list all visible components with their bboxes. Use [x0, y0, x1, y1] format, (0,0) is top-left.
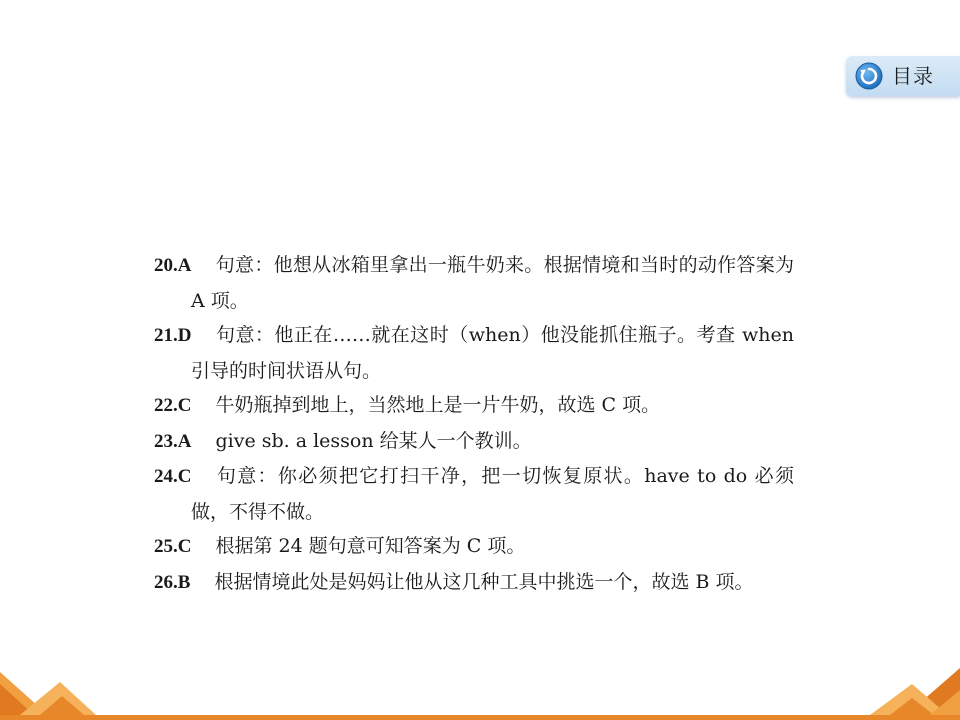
answer-list [154, 248, 794, 600]
refresh-icon [855, 62, 883, 90]
answer-explanation: 牛奶瓶掉到地上，当然地上是一片牛奶，故选 C 项。 [215, 394, 661, 416]
answer-letter: C [177, 536, 192, 557]
answer-letter: A [177, 255, 192, 276]
answer-letter: D [177, 325, 192, 346]
answer-explanation: 根据第 24 题句意可知答案为 C 项。 [215, 535, 526, 557]
answer-explanation: 句意：你必须把它打扫干净，把一切恢复原状。have to do 必须做，不得不做。 [191, 465, 794, 523]
answer-item [154, 459, 794, 529]
answer-number: 25. [154, 536, 178, 557]
answer-letter: B [177, 571, 191, 593]
decorative-footer [0, 660, 960, 720]
answer-item [154, 388, 794, 424]
answer-number: 21. [154, 325, 178, 346]
answer-item [154, 529, 794, 565]
answer-letter: C [177, 466, 192, 487]
answer-number: 24. [154, 466, 178, 487]
toc-label: 目录 [892, 64, 934, 88]
answer-letter: C [177, 395, 192, 416]
answer-number: 22. [154, 395, 178, 416]
answer-number: 26. [154, 571, 178, 593]
answer-explanation: give sb. a lesson 给某人一个教训。 [215, 429, 532, 452]
answer-number: 20. [154, 255, 178, 276]
answer-letter: A [177, 430, 192, 452]
answer-number: 23. [154, 430, 178, 452]
answer-explanation: 根据情境此处是妈妈让他从这几种工具中挑选一个，故选 B 项。 [214, 570, 754, 593]
answer-item [154, 565, 794, 601]
answer-explanation: 句意：他想从冰箱里拿出一瓶牛奶来。根据情境和当时的动作答案为 A 项。 [191, 254, 794, 312]
answer-explanation: 句意：他正在……就在这时（when）他没能抓住瓶子。考查 when 引导的时间状语从句。 [191, 324, 794, 382]
toc-button[interactable] [846, 56, 960, 96]
answer-item [154, 424, 794, 460]
answer-item [154, 248, 794, 318]
answer-item [154, 318, 794, 388]
